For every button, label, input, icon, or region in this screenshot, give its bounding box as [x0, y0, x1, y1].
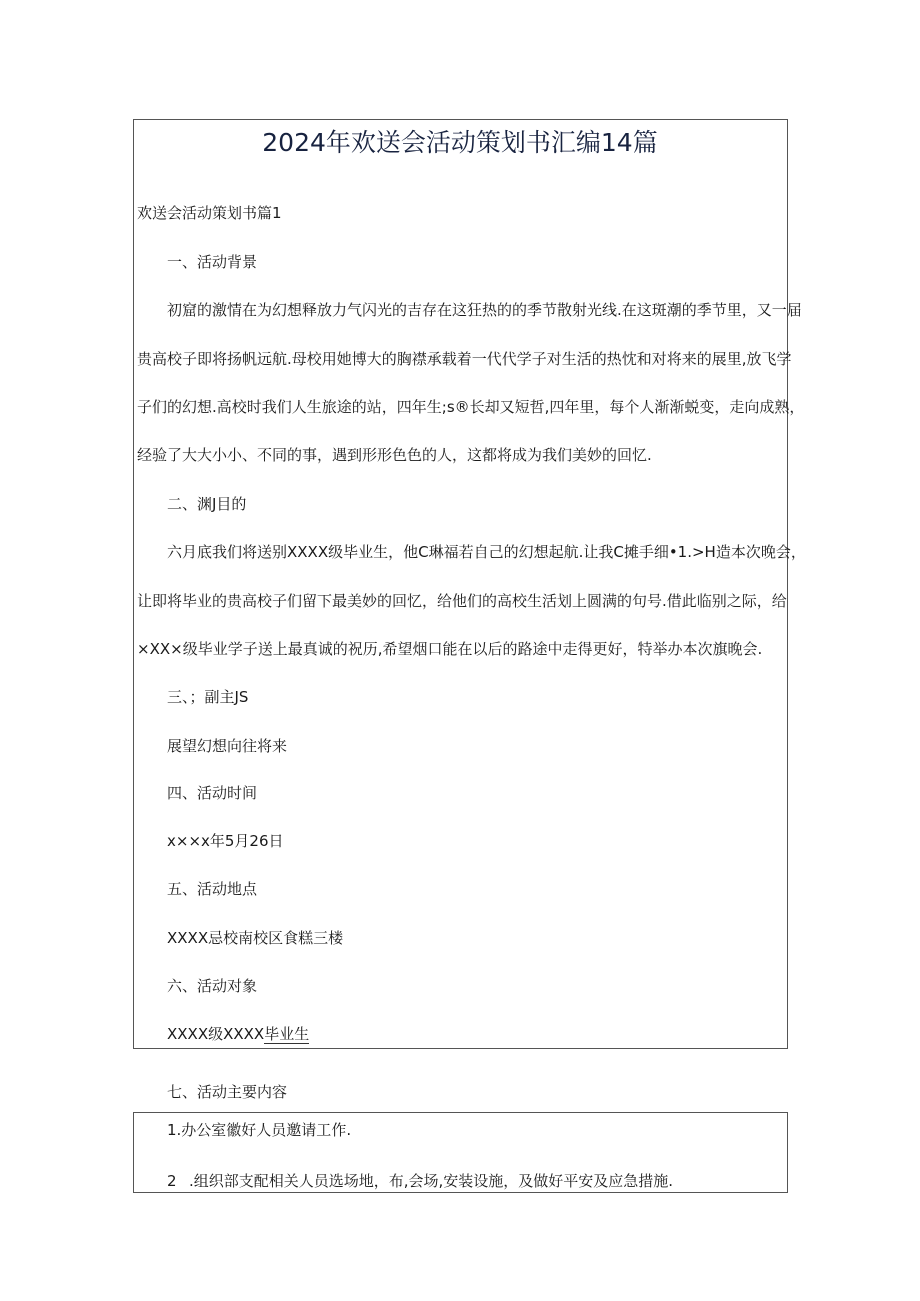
s7-item-2-number: 2	[167, 1172, 177, 1190]
s1-heading: 一、活动背景	[167, 253, 258, 271]
s6-text	[167, 1024, 309, 1044]
s2-heading: 二、渊J目的	[167, 495, 247, 513]
s7-heading: 七、活动主要内容	[167, 1083, 288, 1101]
s7-item-1: 1.办公室徽好人员邀请工作.	[167, 1121, 352, 1139]
s3-heading: 三、；副主JS	[167, 688, 249, 706]
s3-text: 展望幻想向往将来	[167, 737, 288, 755]
s5-text: XXXX忌校南校区食糕三楼	[167, 929, 344, 947]
s5-heading: 五、活动地点	[167, 880, 258, 898]
s2-line: 让即将毕业的贵高校子们留下最美妙的回忆，给他们的高校生活划上圆满的句号.借此临别之际，给	[137, 592, 787, 610]
s4-heading: 四、活动时间	[167, 784, 258, 802]
section-heading: 欢送会活动策划书篇1	[137, 204, 282, 222]
s1-line: 子们的幻想.高校时我们人生旅途的站，四年生;s®长却又短哲,四年里，每个人渐渐蜕变，走向成熟，	[137, 398, 805, 416]
s6-heading: 六、活动对象	[167, 977, 258, 995]
s6-text-underlined: 毕业生	[264, 1025, 310, 1043]
s1-line: 贵高校子即将扬帆远航.母校用她博大的胸襟承载着一代代学子对生活的热忱和对将来的展里,放飞学	[137, 350, 792, 368]
s2-line: ×XX×级毕业学子送上最真诚的祝历,希望烟口能在以后的路途中走得更好，特举办本次旗晚会.	[137, 640, 763, 658]
s1-line: 初窟的激情在为幻想释放力气闪光的吉存在这狂热的的季节散射光线.在这斑潮的季节里，又一届	[167, 301, 802, 319]
s2-line: 六月底我们将送别XXXX级毕业生，他C琳福若自己的幻想起航.让我C摊手细•1.>H造本次晚会，	[167, 543, 806, 561]
s6-text-main: XXXX级XXXX	[167, 1025, 265, 1043]
s7-item-2-text: .组织部支配相关人员选场地，布,会场,安装设施，及做好平安及应急措施.	[189, 1172, 674, 1190]
s4-text: x××x年5月26日	[167, 832, 284, 850]
document-title: 2024年欢送会活动策划书汇编14篇	[262, 128, 658, 157]
s1-line: 经验了大大小小、不同的事，遇到形形色色的人，这都将成为我们美妙的回忆.	[137, 446, 652, 464]
